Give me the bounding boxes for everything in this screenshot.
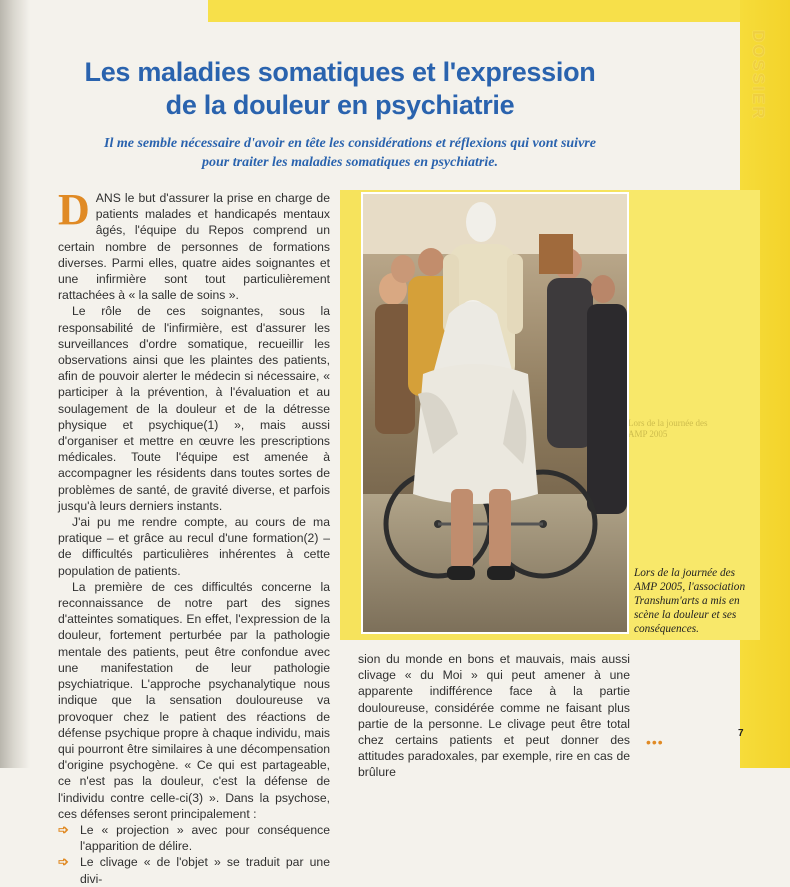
photo-caption: Lors de la journée des AMP 2005, l'association Transhum'arts a mis en scène la douleur et ses conséquences. [634,567,746,635]
photo-wheelchair-performance [363,194,627,632]
arrow-right-icon: ➩ [58,854,69,870]
article-lead-line2: pour traiter les maladies somatiques en psychiatrie. [202,155,498,170]
bullet-item-2 [58,854,330,886]
paragraph-1-text: ANS le but d'assurer la prise en charge de patients malades et handicapés mentaux âgés, l'équipe du Repos comprend un certain nombre de personnes de formations diverses. Parmi elles, quatre aides soignantes et une infirmière sont tout particulièrement rattachées à « la salle de soins ». [58,191,330,303]
paragraph-4: La première de ces difficultés concerne la reconnaissance de notre part des signes d'atteintes somatiques. En effet, l'expression de la douleur, fortement perturbée par la pathologie mentale des patients, peut être confondue avec une manifestation de leur pathologie psychiatrique. L'approche psychanalytique nous indique que la sensation douloureuse va provoquer chez le patient des réactions de défense psychique propre à chaque individu, mais qui pourront être similaires à une décompensation d'origine psychogène. « Ce qui est partageable, ce n'est pas la douleur, c'est la défense de l'individu contre celle-ci(3) ». Dans la psychose, ces défenses seront principalement : [58,579,330,821]
paragraph-2: Le rôle de ces soignantes, sous la responsabilité de l'infirmière, est d'assurer les surveillances d'ordre somatique, recueillir les observations ainsi que les plaintes des patients, afin de pouvoir alerter le médecin si nécessaire, « participer à la prévention, à l'évaluation et au soulagement de la douleur et de la détresse physique et psychique(1) », mais aussi d'organiser et mettre en œuvre les prescriptions médicales. Toute l'équipe est amenée à accompagner les résidents dans toutes sortes de problèmes de santé, de gravité diverse, et parfois jusqu'à leurs derniers instants. [58,304,330,513]
bullet-item-1-text: Le « projection » avec pour conséquence l'apparition de délire. [80,822,330,854]
paragraph-continued: sion du monde en bons et mauvais, mais aussi clivage « du Moi » qui peut amener à une apparente indifférence face à la partie douloureuse, considérée comme ne faisant plus partie de la personne. Le clivage peut être total chez certains patients et peut donner des attitudes paradoxales, par exemple, rire en cas de brûlure [358,652,630,780]
article-lead-line1: Il me semble nécessaire d'avoir en tête les considérations et réflexions qui vont suivre [104,136,596,151]
arrow-right-icon: ➩ [58,821,69,837]
section-tab-dossier: DOSSIER [749,30,768,121]
article-title-line2: de la douleur en psychiatrie [165,90,515,120]
drop-cap: D [58,185,90,234]
paragraph-3: J'ai pu me rendre compte, au cours de ma pratique – et grâce au recul d'une formation(2) – de difficultés particulières inhérentes à cette population de patients. [58,515,330,578]
bullet-item-1 [58,822,330,854]
bullet-item-2-text: Le clivage « de l'objet » se traduit par une divi- [80,855,330,886]
page-gutter-shadow [0,0,30,768]
text-column-right [358,651,630,781]
article-title [40,56,640,122]
article-lead [70,134,630,172]
paragraph-1 [58,185,330,303]
text-column-left [58,185,330,887]
page-number: 7 [738,728,744,739]
footer-dots: ••• [646,734,664,750]
article-photo [361,192,629,634]
article-title-line1: Les maladies somatiques et l'expression [84,57,596,87]
yellow-top-band [208,0,790,22]
show-through-text: Lors de la journée des AMP 2005 [628,418,708,439]
